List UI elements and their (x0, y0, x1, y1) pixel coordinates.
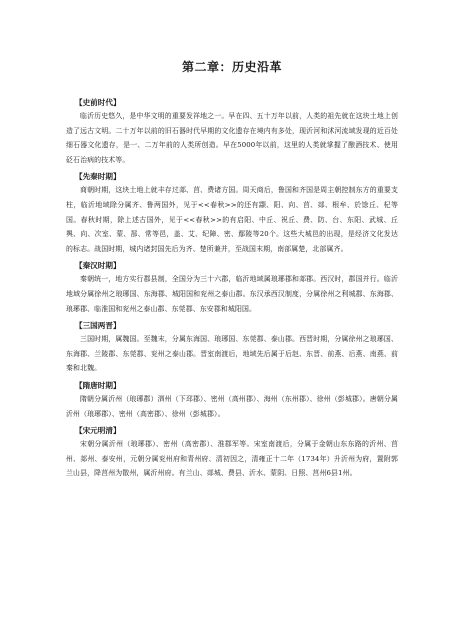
chapter-title: 第二章：历史沿革 (181, 60, 282, 74)
section-heading: 【秦汉时期】 (75, 261, 121, 271)
section-text: 三国时期，属魏国。至魏末，分属东海国、琅琊国、东莞郡、泰山郡。西晋时期，分属徐州之琅琊国、东海郡、兰陵郡、东莞郡、兖州之泰山郡。晋室南渡后，地域先后属于后赵、东晋、前燕、后燕、南燕、前秦和北魏。 (66, 335, 398, 373)
section-text: 商朝时期，这块土地上就丰存过郯、莒、费诸方国。周天商后，鲁国和齐国是周主朝控制东方的重要支柱，临沂地域除分属齐、鲁两国外，见于<<春秋>>的还有颛、阳、向、莒、郯、根牟、於馀丘、杞等国。春秋时期，除上述古国外，见于<<春秋>>的有启阳、中丘、祝丘、费、防、台、东阳、武城、丘舆、向、次室、蒙、郚、常等邑，盖、艾、纪障、密、鄢陵等20个。这些大城邑的出现，是经济文化发达的标志。战国时期，城内诸封国先后为齐、楚所兼并，至战国末期，南部属楚，北部属齐。 (66, 186, 398, 253)
section-song-yuan-ming-qing (66, 425, 398, 481)
section-heading: 【史前时代】 (75, 98, 121, 107)
section-heading: 【宋元明清】 (75, 426, 121, 436)
section-prehistoric (66, 97, 398, 167)
section-text: 临沂历史悠久，是中华文明的重要发祥地之一。早在四、五十万年以前，人类的祖先就在这块土地上创造了远古文明。二十万年以前的旧石器时代早期的文化遗存在境内有多处，现沂河和沭河流域发现的近百处细石器文化遗存，是一、二万年前的人类所创造。早在5000年以前，这里的人类就掌握了酿酒技术、使用砭石治病的技术等。 (66, 112, 398, 164)
section-heading: 【隋唐时期】 (75, 380, 121, 390)
section-text: 宋朝分属沂州（琅琊郡）、密州（高密郡）、淮郡军等。宋室南渡后，分属于金朝山东东路的沂州、莒州、郯州、泰安州，元朝分属兖州府和青州府、清初因之，清雍正十二年（1734年）升沂州为府，置附郭兰山县，降莒州为散州，属沂州府。有兰山、郯城、费县、沂水、蒙阴、日照、莒州6县1州。 (66, 440, 398, 478)
section-heading: 【先秦时期】 (75, 172, 121, 182)
section-text: 秦朝统一，地方实行郡县制，全国分为三十六郡，临沂地域属琅琊郡和郯郡。西汉时，郡国并行。临沂地域分属徐州之琅琊国、东海郡、城阳国和兖州之泰山郡。东汉承西汉制度，分属徐州之利城郡、东海郡、琅琊郡、临淮国和兖州之泰山郡、东莞郡、东安郡和城阳国。 (66, 275, 398, 313)
section-heading: 【三国两晋】 (75, 321, 121, 331)
section-pre-qin (66, 171, 398, 256)
section-qin-han (66, 260, 398, 316)
section-text: 隋朝分属沂州（琅琊郡）泗州（下邳郡）、密州（高州郡）、海州（东州郡）、徐州（彭城郡）。唐朝分属沂州（琅琊郡）、密州（高密郡）、徐州（彭城郡）。 (66, 394, 398, 418)
section-sui-tang (66, 380, 398, 421)
section-three-kingdoms (66, 320, 398, 376)
